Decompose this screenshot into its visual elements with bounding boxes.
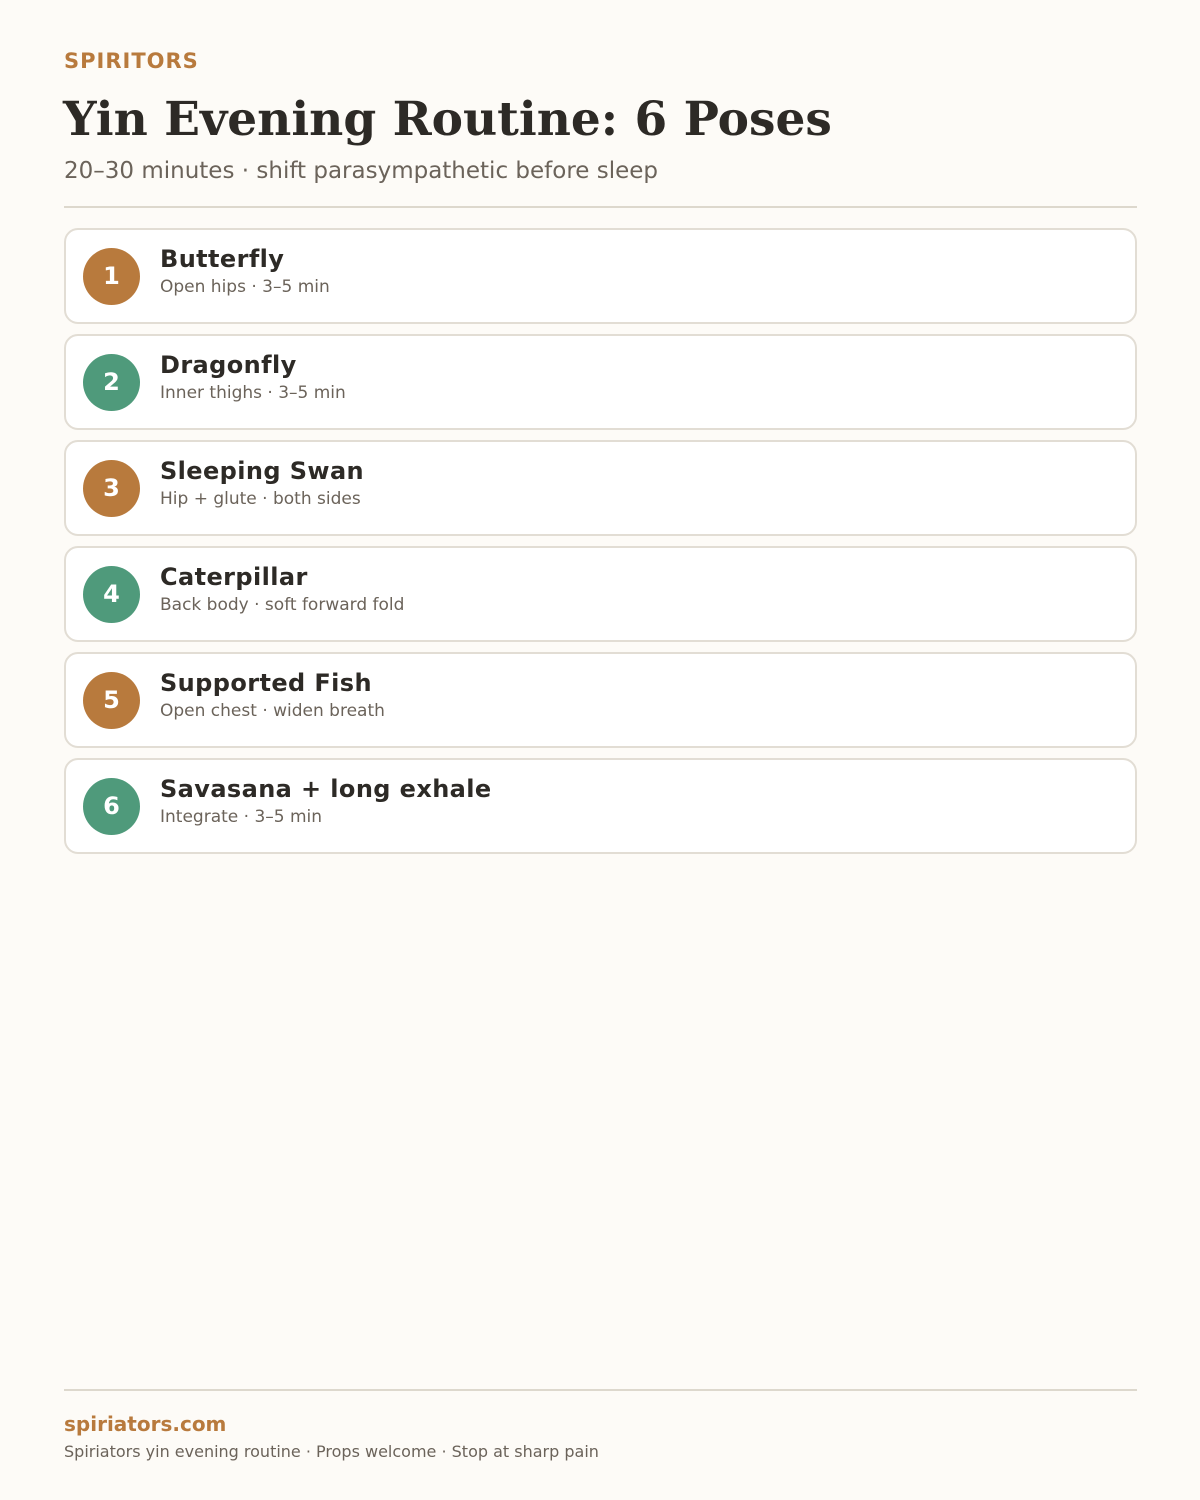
footer-note: Spiriators yin evening routine · Props welcome · Stop at sharp pain <box>64 1442 599 1461</box>
page-subtitle: 20–30 minutes · shift parasympathetic before sleep <box>64 158 659 184</box>
footer-site-link[interactable]: spiriators.com <box>64 1412 227 1436</box>
pose-name: Dragonfly <box>160 351 297 379</box>
pose-number-badge: 6 <box>83 778 140 835</box>
pose-name: Caterpillar <box>160 563 308 591</box>
pose-detail: Open hips · 3–5 min <box>160 277 330 297</box>
pose-detail: Integrate · 3–5 min <box>160 807 323 827</box>
pose-number-badge: 3 <box>83 460 140 517</box>
pose-detail: Open chest · widen breath <box>160 701 385 721</box>
pose-detail: Hip + glute · both sides <box>160 489 361 509</box>
pose-card-savasana <box>64 758 1137 854</box>
pose-list <box>64 228 1137 864</box>
pose-name: Supported Fish <box>160 669 372 697</box>
pose-card-sleeping-swan <box>64 440 1137 536</box>
pose-number-badge: 4 <box>83 566 140 623</box>
page-title: Yin Evening Routine: 6 Poses <box>63 92 832 147</box>
header-divider <box>64 206 1137 208</box>
pose-card-supported-fish <box>64 652 1137 748</box>
pose-name: Butterfly <box>160 245 285 273</box>
pose-detail: Inner thighs · 3–5 min <box>160 383 346 403</box>
pose-card-caterpillar <box>64 546 1137 642</box>
brand-label: SPIRITORS <box>64 49 199 73</box>
pose-number-badge: 5 <box>83 672 140 729</box>
footer-divider <box>64 1389 1137 1391</box>
pose-card-butterfly <box>64 228 1137 324</box>
pose-number-badge: 1 <box>83 248 140 305</box>
pose-number-badge: 2 <box>83 354 140 411</box>
pose-name: Sleeping Swan <box>160 457 365 485</box>
pose-detail: Back body · soft forward fold <box>160 595 405 615</box>
pose-card-dragonfly <box>64 334 1137 430</box>
pose-name: Savasana + long exhale <box>160 775 492 803</box>
